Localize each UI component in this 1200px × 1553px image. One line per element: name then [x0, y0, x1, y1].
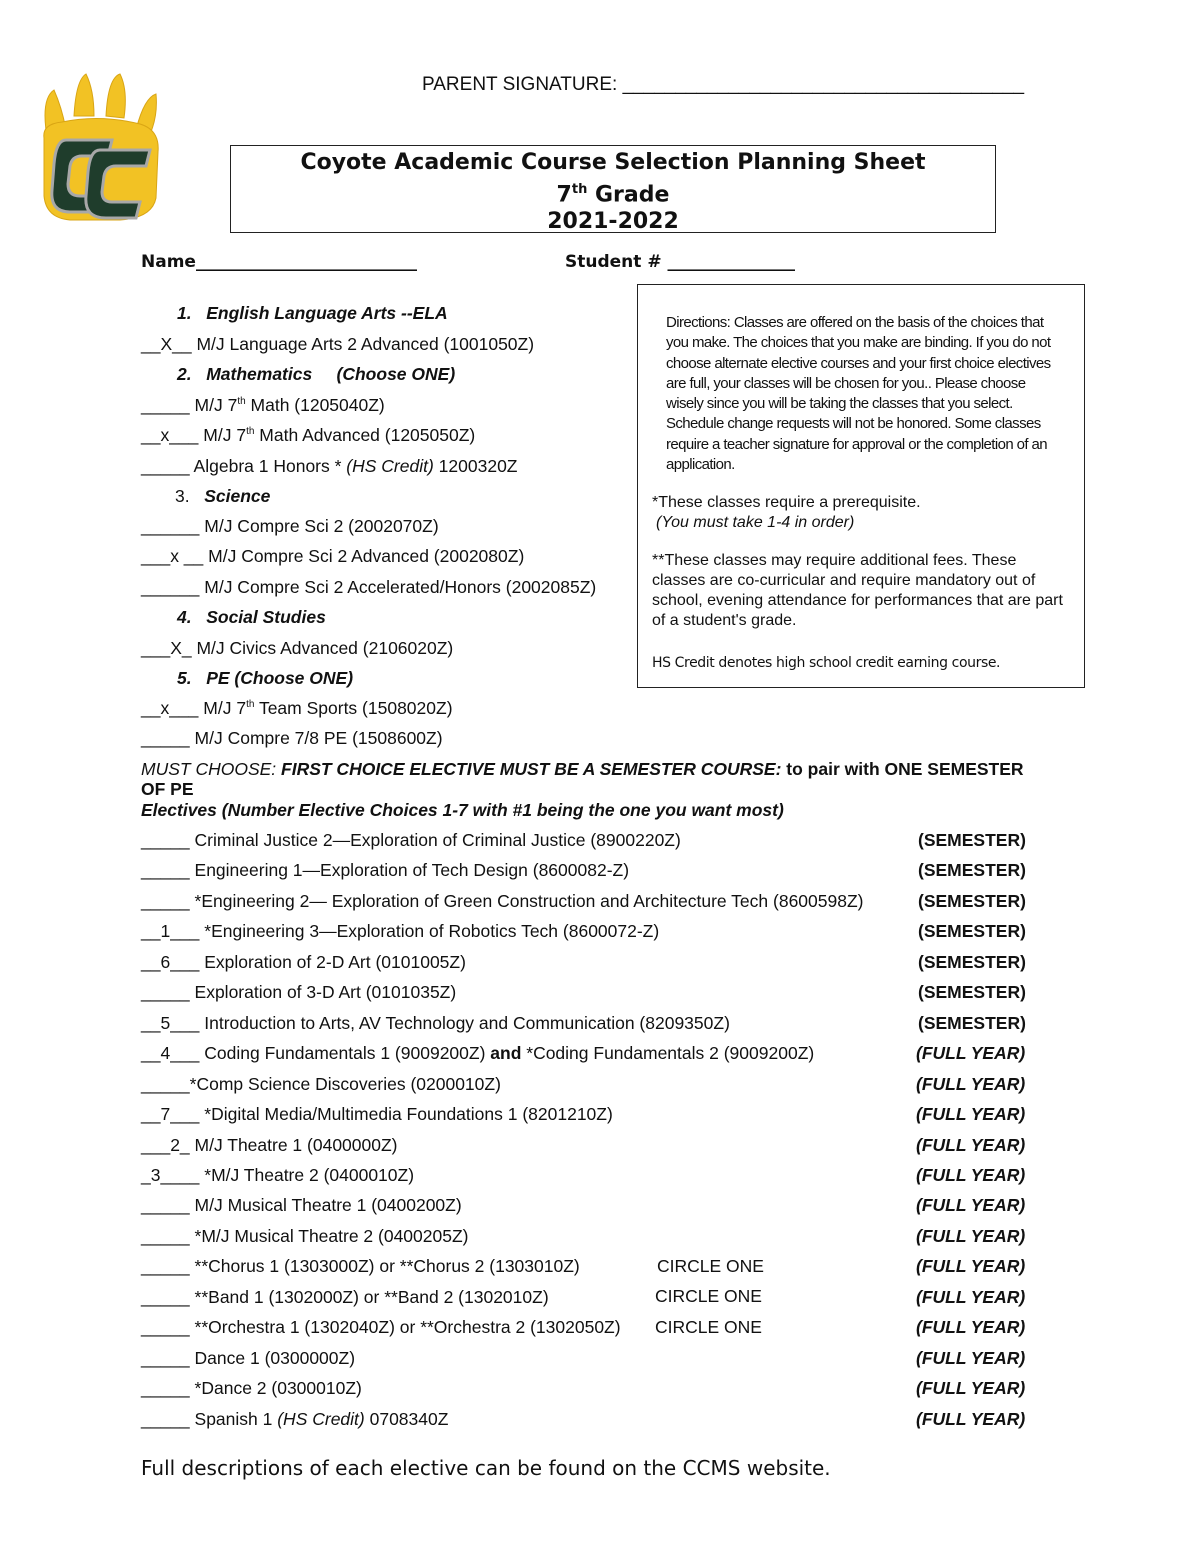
option-text: __4___ Coding Fundamentals 1 (9009200Z) — [141, 1043, 491, 1063]
directions-box — [637, 284, 1085, 688]
course-term-label: (SEMESTER) — [918, 952, 1026, 972]
option-text: *Coding Fundamentals 2 (9009200Z) — [521, 1043, 815, 1063]
elective-option[interactable]: _____ Criminal Justice 2—Exploration of Criminal Justice (8900220Z) — [141, 830, 681, 850]
elective-option[interactable] — [141, 1043, 814, 1064]
hs-credit-tag: (HS Credit) — [346, 456, 434, 476]
course-term-label: (FULL YEAR) — [916, 1104, 1026, 1124]
electives-heading: Electives (Number Elective Choices 1-7 with #1 being the one you want most) — [141, 800, 784, 820]
course-term-label: (FULL YEAR) — [916, 1287, 1026, 1307]
elective-option[interactable]: __5___ Introduction to Arts, AV Technology and Communication (8209350Z) — [141, 1013, 730, 1033]
option-connector: and — [490, 1043, 522, 1063]
section-number: 4. — [177, 607, 192, 627]
course-term-label: (SEMESTER) — [918, 982, 1026, 1002]
course-term-label: (FULL YEAR) — [916, 1226, 1026, 1246]
footer-note: Full descriptions of each elective can be found on the CCMS website. — [141, 1456, 831, 1480]
section-note: (Choose ONE) — [336, 364, 456, 384]
section-title: Mathematics — [206, 364, 313, 384]
course-term-label: (FULL YEAR) — [916, 1378, 1026, 1398]
option-text: _____ Algebra 1 Honors * — [141, 456, 347, 476]
title-box — [230, 145, 996, 233]
elective-option[interactable]: _____ **Band 1 (1302000Z) or **Band 2 (1302010Z) — [141, 1287, 549, 1307]
hs-credit-tag: (HS Credit) — [277, 1409, 365, 1429]
course-term-label: (SEMESTER) — [918, 891, 1026, 911]
section-math-heading — [177, 364, 455, 385]
must-choose-label: MUST CHOOSE: — [141, 759, 282, 779]
elective-option[interactable]: _____ Dance 1 (0300000Z) — [141, 1348, 356, 1368]
section-title: English Language Arts --ELA — [206, 303, 448, 323]
option-text: _____ Spanish 1 — [141, 1409, 278, 1429]
circle-one-orchestra: CIRCLE ONE — [655, 1317, 762, 1337]
science-option-compre-sci[interactable]: ______ M/J Compre Sci 2 (2002070Z) — [141, 516, 439, 536]
pe-option-compre-pe[interactable]: _____ M/J Compre 7/8 PE (1508600Z) — [141, 728, 443, 748]
must-choose-note — [141, 759, 1024, 799]
course-term-label: (FULL YEAR) — [916, 1348, 1026, 1368]
fees-note: **These classes may require additional fees. These classes are co-curricular and require mandatory out of school, evening attendance for performances that are part of a student's grade. — [652, 552, 1063, 629]
course-term-label: (FULL YEAR) — [916, 1074, 1026, 1094]
section-ela-heading — [177, 303, 448, 324]
section-number: 2. — [177, 364, 192, 384]
name-field[interactable]: Name__________________________ — [141, 252, 417, 272]
elective-option[interactable]: _____ Engineering 1—Exploration of Tech Design (8600082-Z) — [141, 860, 630, 880]
elective-option[interactable]: ___2_ M/J Theatre 1 (0400000Z) — [141, 1135, 398, 1155]
course-term-label: (FULL YEAR) — [916, 1135, 1026, 1155]
course-term-label: (FULL YEAR) — [916, 1409, 1026, 1429]
math-option-algebra-honors[interactable] — [141, 456, 518, 477]
elective-option[interactable]: _____ *Engineering 2— Exploration of Green Construction and Architecture Tech (8600598Z) — [141, 891, 864, 911]
grade-line — [231, 176, 995, 208]
ordinal-suffix: th — [246, 426, 255, 438]
social-option-civics-advanced[interactable]: ___X_ M/J Civics Advanced (2106020Z) — [141, 638, 454, 658]
section-title: Science — [204, 486, 271, 506]
option-text: Math (1205040Z) — [245, 395, 385, 415]
option-text: 0708340Z — [364, 1409, 449, 1429]
coyote-paw-logo — [40, 68, 162, 223]
hs-credit-note: HS Credit denotes high school credit earning course. — [652, 655, 1001, 671]
course-term-label: (FULL YEAR) — [916, 1165, 1026, 1185]
section-science-heading — [175, 486, 270, 507]
page-title: Coyote Academic Course Selection Planning Sheet — [300, 150, 926, 175]
option-text: __x___ M/J 7 — [141, 698, 247, 718]
school-year: 2021-2022 — [547, 209, 679, 235]
prerequisite-note — [652, 493, 1072, 533]
course-term-label: (FULL YEAR) — [916, 1043, 1026, 1063]
must-choose-rule-end: OF PE — [141, 779, 194, 799]
elective-option[interactable]: _____ *M/J Musical Theatre 2 (0400205Z) — [141, 1226, 469, 1246]
course-term-label: (SEMESTER) — [918, 921, 1026, 941]
elective-option[interactable]: _____*Comp Science Discoveries (0200010Z) — [141, 1074, 501, 1094]
course-term-label: (FULL YEAR) — [916, 1195, 1026, 1215]
elective-option[interactable]: _____ Exploration of 3-D Art (0101035Z) — [141, 982, 457, 1002]
ordinal-suffix: th — [237, 396, 246, 408]
elective-option[interactable]: __6___ Exploration of 2-D Art (0101005Z) — [141, 952, 466, 972]
section-number: 5. — [177, 668, 192, 688]
elective-option[interactable]: _____ M/J Musical Theatre 1 (0400200Z) — [141, 1195, 462, 1215]
section-title: Social Studies — [206, 607, 326, 627]
section-number: 3. — [175, 486, 190, 506]
student-number-field[interactable]: Student # _______________ — [565, 252, 795, 272]
ordinal-suffix: th — [246, 699, 255, 711]
science-option-compre-sci-advanced[interactable]: ___x __ M/J Compre Sci 2 Advanced (2002080Z) — [141, 546, 525, 566]
elective-option[interactable]: __7___ *Digital Media/Multimedia Foundations 1 (8201210Z) — [141, 1104, 613, 1124]
grade-number: 7 — [556, 182, 572, 208]
section-number: 1. — [177, 303, 192, 323]
course-term-label: (SEMESTER) — [918, 860, 1026, 880]
must-choose-rule: FIRST CHOICE ELECTIVE MUST BE A SEMESTER COURSE: — [281, 759, 782, 779]
course-term-label: (SEMESTER) — [918, 1013, 1026, 1033]
circle-one-band: CIRCLE ONE — [655, 1286, 762, 1306]
elective-option[interactable]: __1___ *Engineering 3—Exploration of Robotics Tech (8600072-Z) — [141, 921, 660, 941]
option-text: _____ M/J 7 — [141, 395, 238, 415]
course-term-label: (SEMESTER) — [918, 830, 1026, 850]
section-title: PE (Choose ONE) — [206, 668, 354, 688]
pe-option-team-sports[interactable] — [141, 698, 453, 719]
prerequisite-order: (You must take 1-4 in order) — [656, 514, 855, 531]
elective-option[interactable]: _____ *Dance 2 (0300010Z) — [141, 1378, 362, 1398]
option-text: Team Sports (1508020Z) — [254, 698, 453, 718]
section-pe-heading — [177, 668, 353, 689]
circle-one-chorus: CIRCLE ONE — [657, 1256, 764, 1276]
option-text: 1200320Z — [433, 456, 518, 476]
math-option-7th-math[interactable] — [141, 395, 385, 416]
option-text: Math Advanced (1205050Z) — [254, 425, 476, 445]
elective-option[interactable] — [141, 1409, 448, 1430]
course-term-label: (FULL YEAR) — [916, 1317, 1026, 1337]
grade-word: Grade — [587, 182, 670, 208]
science-option-compre-sci-honors[interactable]: ______ M/J Compre Sci 2 Accelerated/Honors (2002085Z) — [141, 577, 597, 597]
directions-text: Directions: Classes are offered on the basis of the choices that you make. The choices that you make are binding. If you do not choose alternate elective courses and your first choice electives are full, your classes will be chosen for you.. Please choose wisely since you will be taking the classes that you select. Schedule change requests will not be honored. Some classes require a teacher signature for approval or the completion of an application. — [666, 314, 1051, 474]
elective-option[interactable]: _____ **Orchestra 1 (1302040Z) or **Orchestra 2 (1302050Z) — [141, 1317, 621, 1337]
section-social-studies-heading — [177, 607, 326, 628]
elective-option[interactable]: _____ **Chorus 1 (1303000Z) or **Chorus 2 (1303010Z) — [141, 1256, 580, 1276]
math-option-7th-math-advanced[interactable] — [141, 425, 475, 446]
parent-signature-line[interactable]: PARENT SIGNATURE: ______________________________________ — [422, 74, 1025, 95]
option-text: __x___ M/J 7 — [141, 425, 247, 445]
must-choose-rule-tail: to pair with ONE SEMESTER — [781, 759, 1024, 779]
ela-option-language-arts[interactable]: __X__ M/J Language Arts 2 Advanced (1001050Z) — [141, 334, 535, 354]
grade-suffix: th — [571, 182, 588, 197]
course-term-label: (FULL YEAR) — [916, 1256, 1026, 1276]
prerequisite-text: *These classes require a prerequisite. — [652, 494, 921, 511]
elective-option[interactable]: _3____ *M/J Theatre 2 (0400010Z) — [141, 1165, 415, 1185]
